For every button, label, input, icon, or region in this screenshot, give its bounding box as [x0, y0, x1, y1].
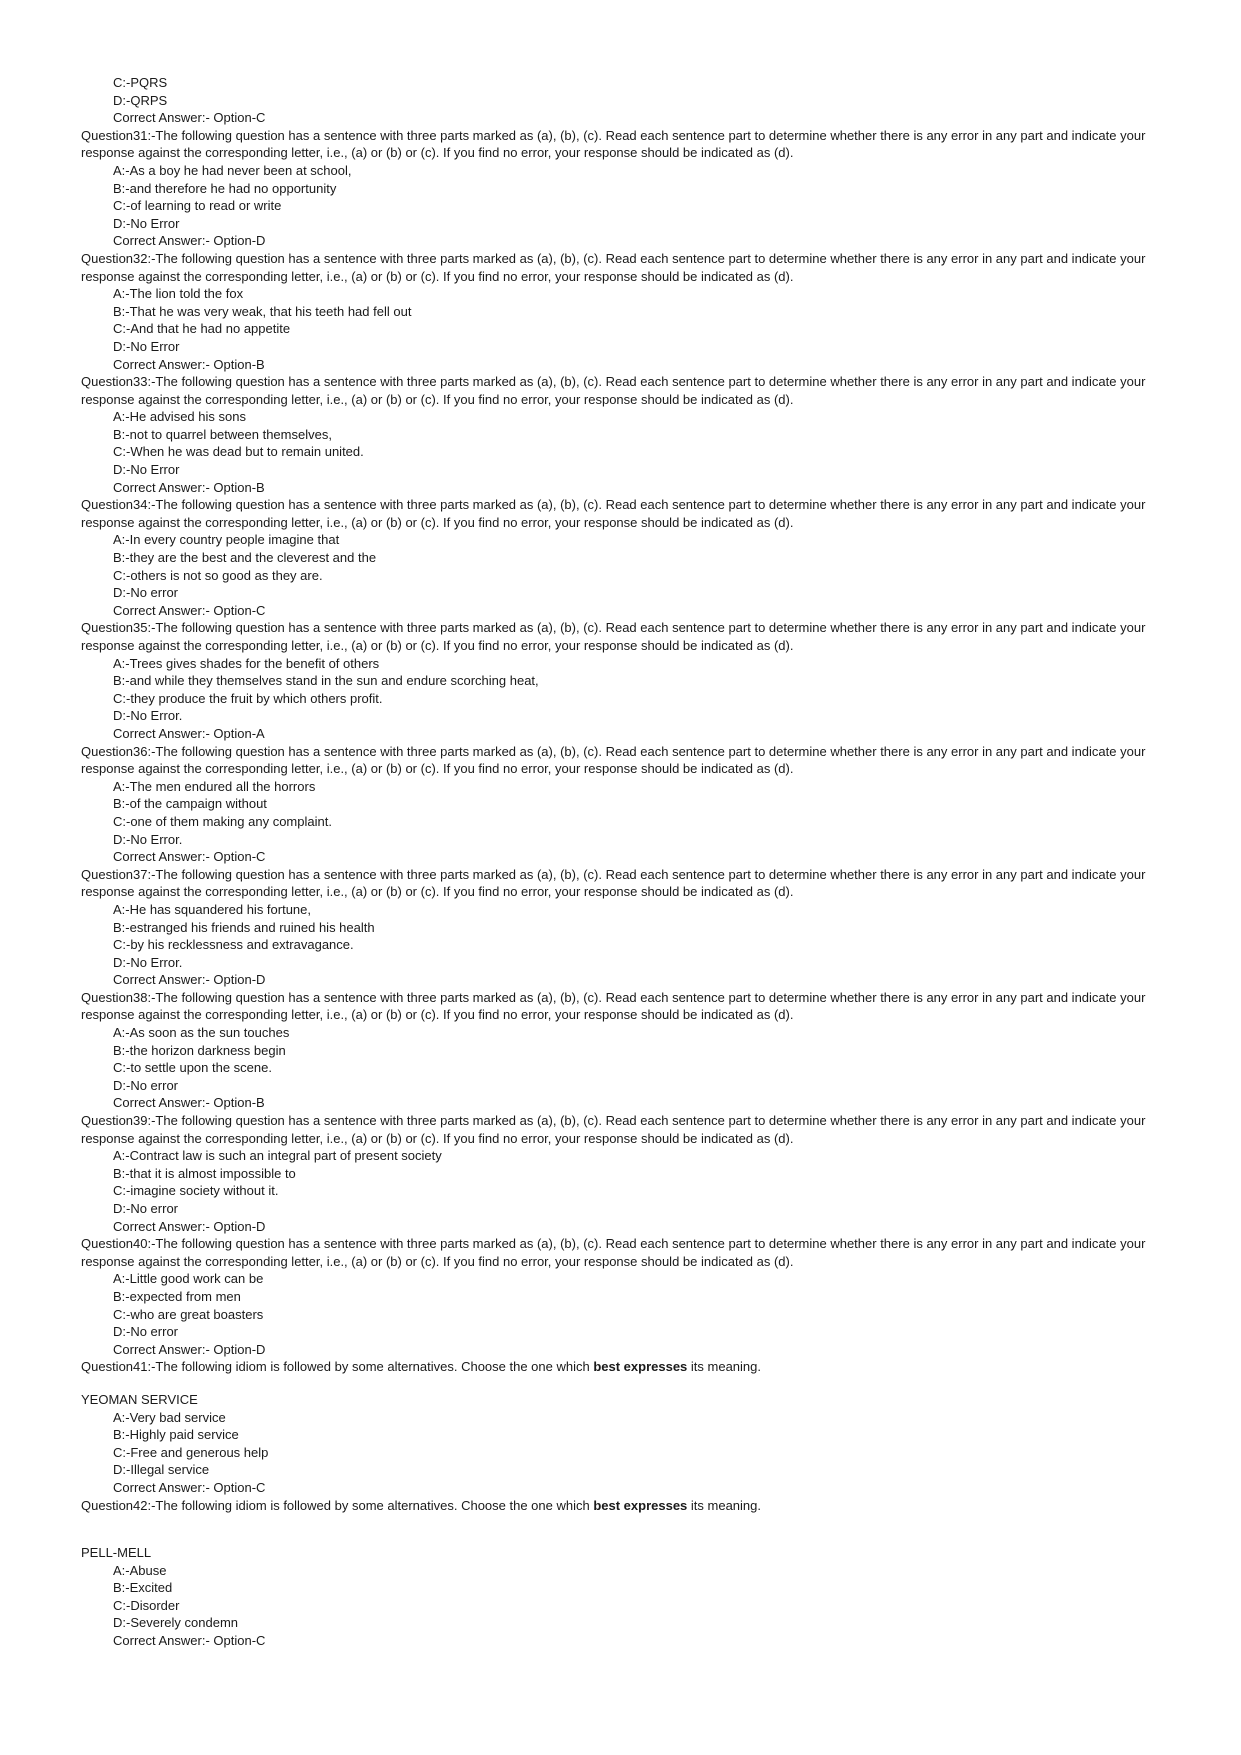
- option-a: A:-He advised his sons: [113, 409, 246, 425]
- option-c: C:-who are great boasters: [113, 1306, 264, 1322]
- question-31: [81, 127, 1161, 250]
- question-text: Question33:-The following question has a sentence with three parts marked as (a), (b), (c). Read each sentence part to determine whether there is any error in any part and indicate your response against the corresponding letter, i.e., (a) or (b) or (c). If you find no error, your response should be indicated as (d).: [81, 374, 1146, 407]
- question-32: [81, 250, 1161, 373]
- question-37: [81, 866, 1161, 989]
- option-c: C:-one of them making any complaint.: [113, 813, 332, 829]
- correct-answer: Correct Answer:- Option-D: [113, 1218, 266, 1234]
- question-text: Question39:-The following question has a sentence with three parts marked as (a), (b), (c). Read each sentence part to determine whether there is any error in any part and indicate your response against the corresponding letter, i.e., (a) or (b) or (c). If you find no error, your response should be indicated as (d).: [81, 1113, 1146, 1146]
- option-c: C:-imagine society without it.: [113, 1183, 279, 1199]
- correct-answer: Correct Answer:- Option-C: [113, 1633, 266, 1649]
- option-d: D:-No error: [113, 1201, 179, 1216]
- question-text: Question32:-The following question has a sentence with three parts marked as (a), (b), (c). Read each sentence part to determine whether there is any error in any part and indicate your response against the corresponding letter, i.e., (a) or (b) or (c). If you find no error, your response should be indicated as (d).: [81, 250, 1146, 284]
- question-36: [81, 743, 1161, 866]
- option-c: C:-they produce the fruit by which others profit.: [113, 690, 383, 706]
- option-b: B:-of the campaign without: [113, 796, 267, 812]
- question-35: [81, 619, 1161, 742]
- question-text: [81, 1497, 1161, 1515]
- idiom: YEOMAN SERVICE: [81, 1391, 198, 1407]
- question-text-bold: best expresses: [593, 1359, 688, 1375]
- option-c: C:-of learning to read or write: [113, 198, 282, 214]
- correct-answer: Correct Answer:- Option-D: [113, 972, 266, 988]
- correct-answer: Correct Answer:- Option-B: [113, 356, 265, 372]
- correct-answer: Correct Answer:- Option-C: [113, 849, 266, 865]
- correct-answer: Correct Answer:- Option-B: [113, 479, 265, 495]
- question-40: [81, 1235, 1161, 1358]
- option-a: A:-As soon as the sun touches: [113, 1025, 290, 1041]
- correct-answer: Correct Answer:- Option-B: [113, 1095, 265, 1111]
- option-a: A:-Little good work can be: [113, 1271, 264, 1287]
- correct-answer: Correct Answer:- Option-D: [113, 1341, 266, 1357]
- question-42: [81, 1497, 1161, 1650]
- question-text-post: its meaning.: [687, 1497, 761, 1513]
- question-text-pre: Question41:-The following idiom is followed by some alternatives. Choose the one which: [81, 1359, 594, 1375]
- option-c: C:-by his recklessness and extravagance.: [113, 937, 354, 953]
- option-a: A:-He has squandered his fortune,: [113, 901, 312, 917]
- correct-answer: Correct Answer:- Option-D: [113, 233, 266, 249]
- option-d: D:-No Error.: [113, 954, 183, 970]
- question-text: [81, 1358, 1161, 1376]
- question-39: [81, 1112, 1161, 1235]
- option-c: C:-Free and generous help: [113, 1444, 269, 1460]
- option-d: D:-Severely condemn: [113, 1615, 238, 1631]
- question-text: Question31:-The following question has a sentence with three parts marked as (a), (b), (c). Read each sentence part to determine whether there is any error in any part and indicate your response against the corresponding letter, i.e., (a) or (b) or (c). If you find no error, your response should be indicated as (d).: [81, 127, 1146, 161]
- option-c: C:-to settle upon the scene.: [113, 1060, 272, 1076]
- option-a: A:-As a boy he had never been at school,: [113, 162, 352, 178]
- correct-answer: Correct Answer:- Option-C: [113, 110, 266, 126]
- option-d: D:-No Error: [113, 338, 180, 354]
- correct-answer: Correct Answer:- Option-C: [113, 602, 266, 618]
- idiom: PELL-MELL: [81, 1545, 152, 1561]
- option-b: B:-That he was very weak, that his teeth had fell out: [113, 303, 412, 319]
- question-text-post: its meaning.: [687, 1359, 761, 1375]
- option-d: D:-No Error: [113, 215, 180, 231]
- option-b: B:-estranged his friends and ruined his health: [113, 919, 375, 935]
- question-34: [81, 496, 1161, 619]
- question-page: [81, 74, 1161, 1650]
- correct-answer: Correct Answer:- Option-A: [113, 725, 265, 741]
- option-a: A:-Trees gives shades for the benefit of others: [113, 655, 380, 671]
- question-text: Question37:-The following question has a sentence with three parts marked as (a), (b), (c). Read each sentence part to determine whether there is any error in any part and indicate your response against the corresponding letter, i.e., (a) or (b) or (c). If you find no error, your response should be indicated as (d).: [81, 866, 1146, 900]
- option-d: D:-No Error.: [113, 708, 183, 724]
- question-text: Question35:-The following question has a sentence with three parts marked as (a), (b), (c). Read each sentence part to determine whether there is any error in any part and indicate your response against the corresponding letter, i.e., (a) or (b) or (c). If you find no error, your response should be indicated as (d).: [81, 620, 1146, 653]
- option-d: D:-No Error.: [113, 831, 183, 847]
- correct-answer: Correct Answer:- Option-C: [113, 1479, 266, 1495]
- option-d: D:-No error: [113, 1077, 179, 1093]
- option-d: D:-Illegal service: [113, 1462, 210, 1478]
- option-c: C:-And that he had no appetite: [113, 321, 291, 337]
- question-38: [81, 989, 1161, 1112]
- option-b: B:-Highly paid service: [113, 1427, 239, 1443]
- option-a: A:-The men endured all the horrors: [113, 778, 316, 794]
- option-a: A:-The lion told the fox: [113, 286, 244, 302]
- option-a: A:-In every country people imagine that: [113, 532, 340, 548]
- option-b: B:-Excited: [113, 1580, 173, 1596]
- question-text: Question38:-The following question has a sentence with three parts marked as (a), (b), (c). Read each sentence part to determine whether there is any error in any part and indicate your response against the corresponding letter, i.e., (a) or (b) or (c). If you find no error, your response should be indicated as (d).: [81, 989, 1146, 1023]
- option-a: A:-Very bad service: [113, 1409, 226, 1425]
- question-30-tail: [81, 74, 1161, 127]
- option-d: D:-No Error: [113, 462, 180, 478]
- option-c: C:-Disorder: [113, 1597, 180, 1613]
- question-text: Question40:-The following question has a sentence with three parts marked as (a), (b), (c). Read each sentence part to determine whether there is any error in any part and indicate your response against the corresponding letter, i.e., (a) or (b) or (c). If you find no error, your response should be indicated as (d).: [81, 1236, 1146, 1269]
- question-text: Question36:-The following question has a sentence with three parts marked as (a), (b), (c). Read each sentence part to determine whether there is any error in any part and indicate your response against the corresponding letter, i.e., (a) or (b) or (c). If you find no error, your response should be indicated as (d).: [81, 743, 1146, 777]
- option-b: B:-the horizon darkness begin: [113, 1042, 286, 1058]
- option-b: B:-expected from men: [113, 1288, 241, 1304]
- option-b: B:-they are the best and the cleverest and the: [113, 550, 377, 566]
- question-33: [81, 373, 1161, 496]
- question-41: [81, 1358, 1161, 1496]
- option-b: B:-and therefore he had no opportunity: [113, 180, 337, 196]
- option-a: A:-Contract law is such an integral part of present society: [113, 1148, 442, 1164]
- option-d: D:-QRPS: [113, 92, 168, 108]
- option-d: D:-No error: [113, 585, 179, 601]
- option-a: A:-Abuse: [113, 1562, 167, 1578]
- option-b: B:-and while they themselves stand in the sun and endure scorching heat,: [113, 673, 539, 689]
- question-text: Question34:-The following question has a sentence with three parts marked as (a), (b), (c). Read each sentence part to determine whether there is any error in any part and indicate your response against the corresponding letter, i.e., (a) or (b) or (c). If you find no error, your response should be indicated as (d).: [81, 497, 1146, 530]
- option-c: C:-PQRS: [113, 75, 168, 90]
- question-text-pre: Question42:-The following idiom is followed by some alternatives. Choose the one which: [81, 1497, 594, 1513]
- question-text-bold: best expresses: [593, 1497, 688, 1513]
- option-c: C:-When he was dead but to remain united.: [113, 444, 364, 460]
- option-b: B:-that it is almost impossible to: [113, 1165, 296, 1181]
- option-c: C:-others is not so good as they are.: [113, 567, 323, 583]
- option-b: B:-not to quarrel between themselves,: [113, 426, 332, 442]
- option-d: D:-No error: [113, 1324, 179, 1340]
